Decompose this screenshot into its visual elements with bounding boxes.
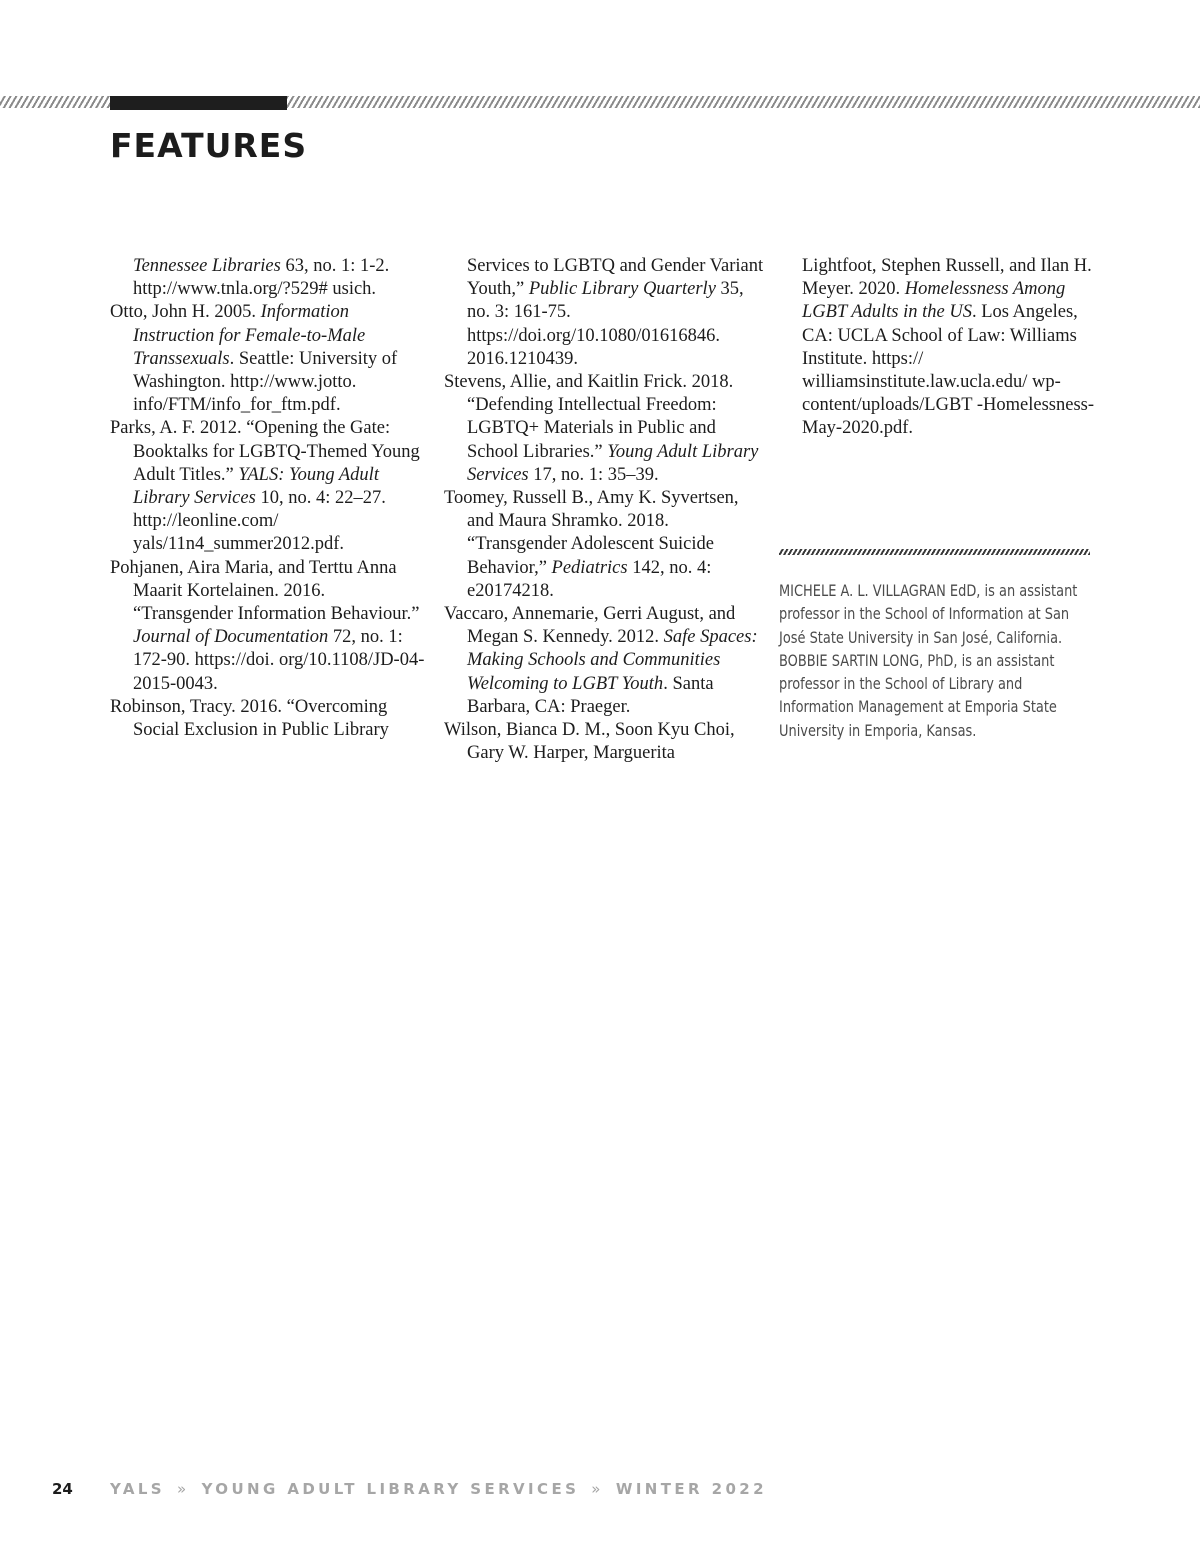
reference-entry <box>444 371 766 487</box>
reference-text: 17, no. 1: 35–39. <box>528 464 659 485</box>
reference-text: Vaccaro, Annemarie, Gerri August, and Megan S. Kennedy. 2012. <box>444 604 736 648</box>
reference-title: Pediatrics <box>551 557 628 578</box>
reference-continuation <box>444 255 766 371</box>
reference-entry <box>110 557 428 696</box>
section-title: FEATURES <box>110 126 308 165</box>
reference-text: 35, no. 3: 161-75. https://doi.org/10.1080/01616846. 2016.1210439. <box>467 279 744 369</box>
reference-text: Otto, John H. 2005. <box>110 302 261 323</box>
reference-text: Services to LGBTQ and Gender Variant Youth,” <box>467 256 764 300</box>
reference-continuation <box>110 255 428 301</box>
bio-divider <box>779 549 1090 555</box>
reference-continuation <box>779 255 1095 441</box>
reference-title: Journal of Documentation <box>133 627 329 648</box>
reference-text: 10, no. 4: 22–27. http://leonline.com/ yals/11n4_summer2012.pdf. <box>133 488 386 555</box>
separator-glyph: » <box>177 1480 190 1498</box>
page-footer <box>0 1480 1200 1502</box>
reference-text: 63, no. 1: 1-2. http://www.tnla.org/?529# usich. <box>133 256 390 300</box>
reference-text: Robinson, Tracy. 2016. “Overcoming Social Exclusion in Public Library <box>110 696 389 741</box>
reference-text: . Seattle: University of Washington. http://www.jotto. info/FTM/info_for_ftm.pdf. <box>133 348 398 416</box>
references-column-3 <box>779 255 1095 441</box>
reference-title: Information Instruction for Female-to-Male Transsexuals <box>133 302 366 369</box>
reference-entry <box>444 719 766 765</box>
reference-title: YALS: Young Adult Library Services <box>133 464 379 509</box>
running-head <box>110 1480 767 1498</box>
reference-entry <box>110 696 428 742</box>
publication-name: YALS <box>110 1480 165 1498</box>
reference-text: Pohjanen, Aira Maria, and Terttu Anna Maarit Kortelainen. 2016. “Transgender Information Behaviour.” <box>110 557 420 625</box>
header-accent-bar <box>110 96 287 110</box>
reference-entry <box>110 417 428 556</box>
reference-text: . Santa Barbara, CA: Praeger. <box>467 673 714 717</box>
reference-title: Young Adult Library Services <box>467 441 759 485</box>
reference-title: Homelessness Among LGBT Adults in the US <box>802 279 1066 323</box>
reference-text: Wilson, Bianca D. M., Soon Kyu Choi, Gary W. Harper, Marguerita <box>444 720 735 764</box>
references-column-2 <box>444 255 766 765</box>
reference-entry <box>110 301 428 417</box>
separator-glyph: » <box>591 1480 604 1498</box>
reference-text: . Los Angeles, CA: UCLA School of Law: Williams Institute. https:// williamsinstitute.law.ucla.edu/ wp-content/uploads/LGBT -Homelessness-May-2020.pdf. <box>802 302 1095 439</box>
reference-text: Stevens, Allie, and Kaitlin Frick. 2018. “Defending Intellectual Freedom: LGBTQ+ Materials in Public and School Libraries.” <box>444 372 734 462</box>
journal-name: YOUNG ADULT LIBRARY SERVICES <box>201 1480 580 1498</box>
author-bio: MICHELE A. L. VILLAGRAN EdD, is an assistant professor in the School of Information at San José State University in San José, California. BOBBIE SARTIN LONG, PhD, is an assistant professor in the School of Library and Information Management at Emporia State University in Emporia, Kansas. <box>779 581 1078 740</box>
reference-title: Safe Spaces: Making Schools and Communities Welcoming to LGBT Youth <box>467 627 758 694</box>
reference-title: Tennessee Libraries <box>133 256 281 276</box>
reference-text: 72, no. 1: 172-90. https://doi. org/10.1108/JD-04-2015-0043. <box>133 627 425 694</box>
issue-label: WINTER 2022 <box>615 1480 767 1498</box>
reference-title: Public Library Quarterly <box>528 279 716 300</box>
reference-text: Lightfoot, Stephen Russell, and Ilan H. Meyer. 2020. <box>802 256 1092 300</box>
page-number: 24 <box>52 1480 73 1498</box>
reference-entry <box>444 603 766 719</box>
reference-text: Toomey, Russell B., Amy K. Syvertsen, and Maura Shramko. 2018. “Transgender Adolescent Suicide Behavior,” <box>444 488 739 578</box>
reference-text: 142, no. 4: e20174218. <box>467 557 712 601</box>
reference-text: Parks, A. F. 2012. “Opening the Gate: Booktalks for LGBTQ-Themed Young Adult Titles.” <box>110 418 420 485</box>
references-column-1 <box>110 255 428 742</box>
reference-entry <box>444 487 766 603</box>
